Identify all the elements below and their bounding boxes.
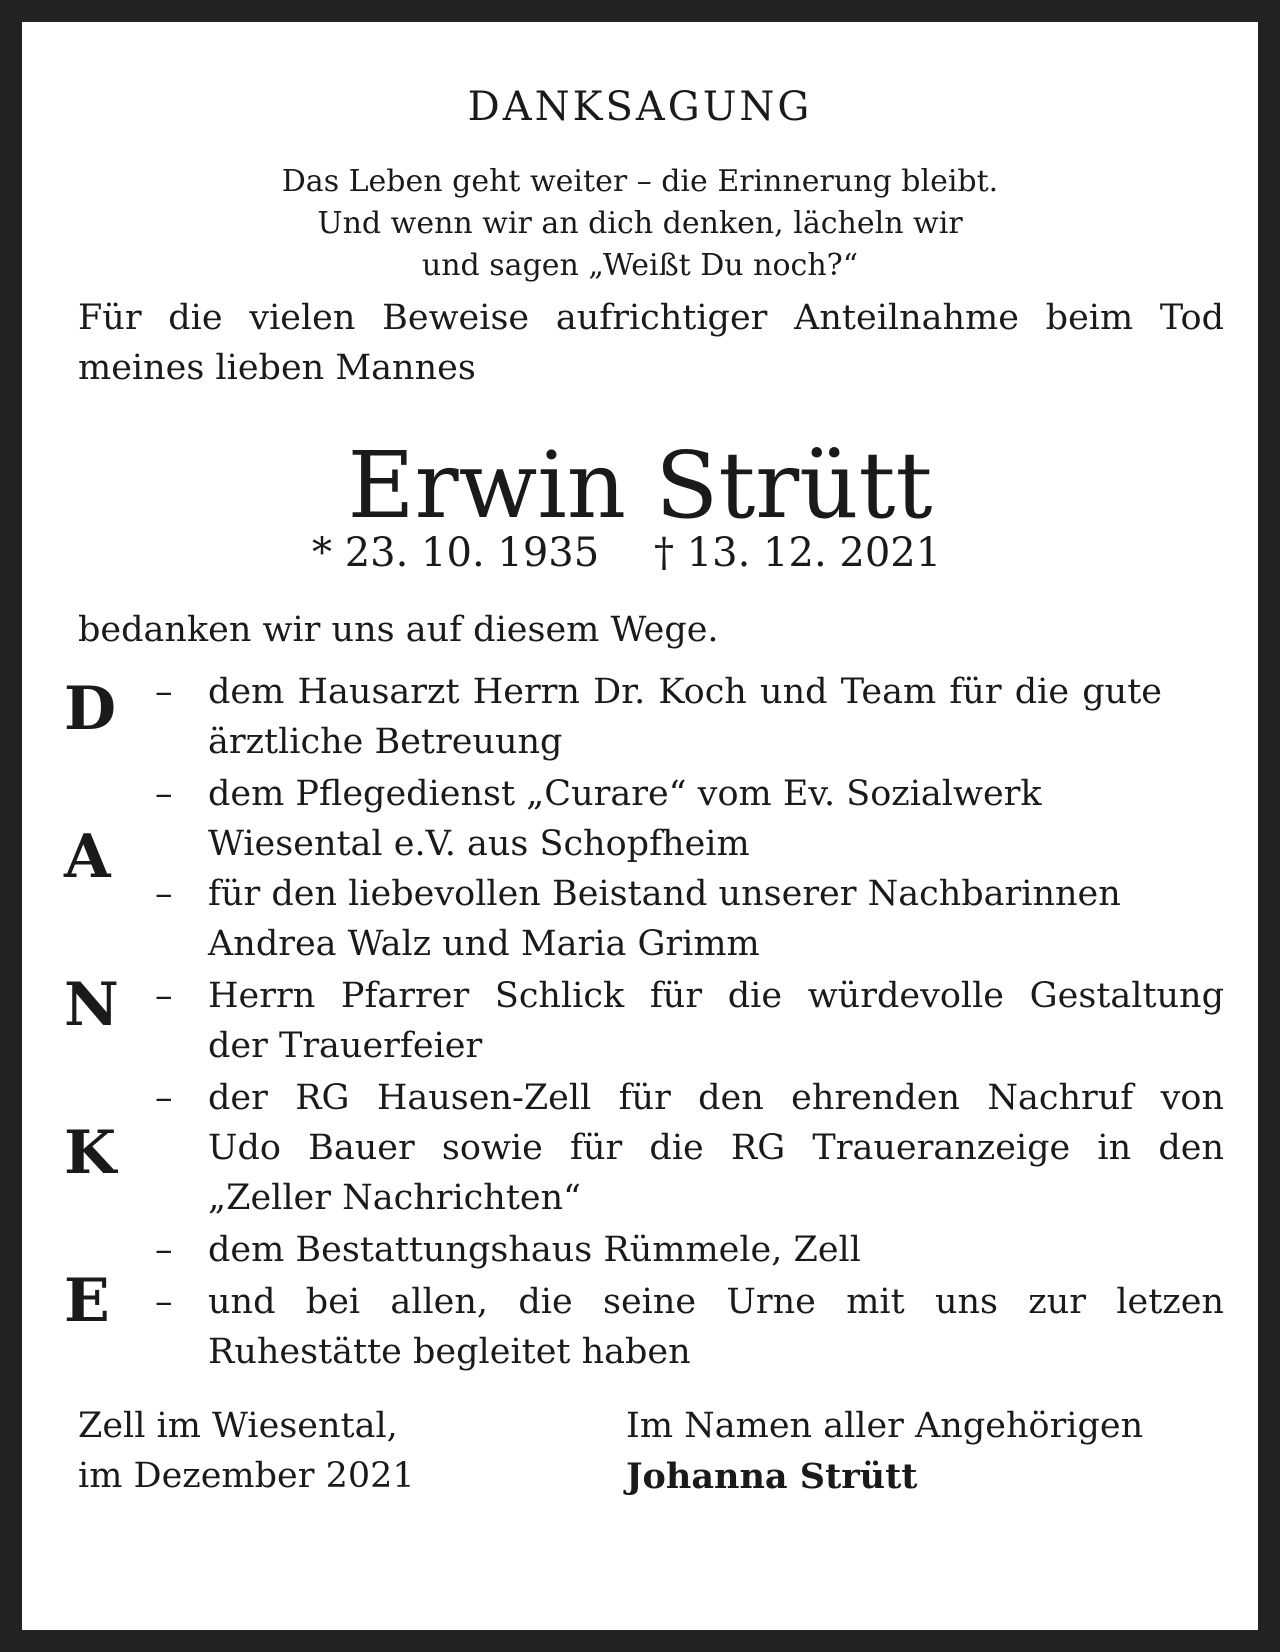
item-2-line-2: Wiesental e.V. aus Schopfheim (208, 824, 750, 864)
danke-letter-d: D (64, 674, 117, 744)
item-5-line-1: der RG Hausen-Zell für den ehrenden Nachruf von (208, 1078, 1224, 1118)
signature-name: Johanna Strütt (626, 1456, 918, 1497)
item-dash: – (155, 672, 173, 712)
place-line-1: Zell im Wiesental, (78, 1406, 398, 1446)
item-7-line-1: und bei allen, die seine Urne mit uns zur letzen (208, 1282, 1224, 1322)
birth-date: * 23. 10. 1935 (312, 530, 600, 576)
item-dash: – (155, 774, 173, 814)
signature-line: Im Namen aller Angehörigen (626, 1406, 1144, 1446)
item-3-line-2: Andrea Walz und Maria Grimm (208, 924, 760, 964)
heading: DANKSAGUNG (467, 84, 813, 130)
item-6-line-1: dem Bestattungshaus Rümmele, Zell (208, 1230, 861, 1270)
item-5-line-3: „Zeller Nachrichten“ (208, 1178, 582, 1218)
item-3-line-1: für den liebevollen Beistand unserer Nachbarinnen (208, 874, 1121, 914)
item-5-line-2: Udo Bauer sowie für die RG Traueranzeige in den (208, 1128, 1224, 1168)
item-4-line-1: Herrn Pfarrer Schlick für die würdevolle Gestaltung (208, 976, 1224, 1016)
danke-letter-e: E (64, 1266, 110, 1336)
item-dash: – (155, 1078, 173, 1118)
obituary-card (22, 22, 1258, 1630)
motto-line-1: Das Leben geht weiter – die Erinnerung bleibt. (281, 164, 999, 199)
intro-line-1: Für die vielen Beweise aufrichtiger Anteilnahme beim Tod (78, 298, 1224, 338)
item-dash: – (155, 1230, 173, 1270)
item-1-line-2: ärztliche Betreuung (208, 722, 563, 762)
motto-line-2: Und wenn wir an dich denken, lächeln wir (317, 206, 963, 241)
motto-line-3: und sagen „Weißt Du noch?“ (421, 248, 859, 283)
item-2-line-1: dem Pflegedienst „Curare“ vom Ev. Sozialwerk (208, 774, 1042, 814)
danke-letter-n: N (64, 970, 119, 1040)
deceased-name: Erwin Strütt (347, 432, 933, 539)
item-dash: – (155, 1282, 173, 1322)
item-dash: – (155, 874, 173, 914)
death-date: † 13. 12. 2021 (654, 530, 942, 576)
danke-letter-k: K (64, 1118, 117, 1188)
danke-letter-a: A (64, 822, 111, 892)
intro-line-2: meines lieben Mannes (78, 348, 476, 388)
thanks-line: bedanken wir uns auf diesem Wege. (78, 610, 719, 650)
item-7-line-2: Ruhestätte begleitet haben (208, 1332, 691, 1372)
item-1-line-1: dem Hausarzt Herrn Dr. Koch und Team für die gute (208, 672, 1162, 712)
place-line-2: im Dezember 2021 (78, 1456, 415, 1496)
item-4-line-2: der Trauerfeier (208, 1026, 483, 1066)
item-dash: – (155, 976, 173, 1016)
